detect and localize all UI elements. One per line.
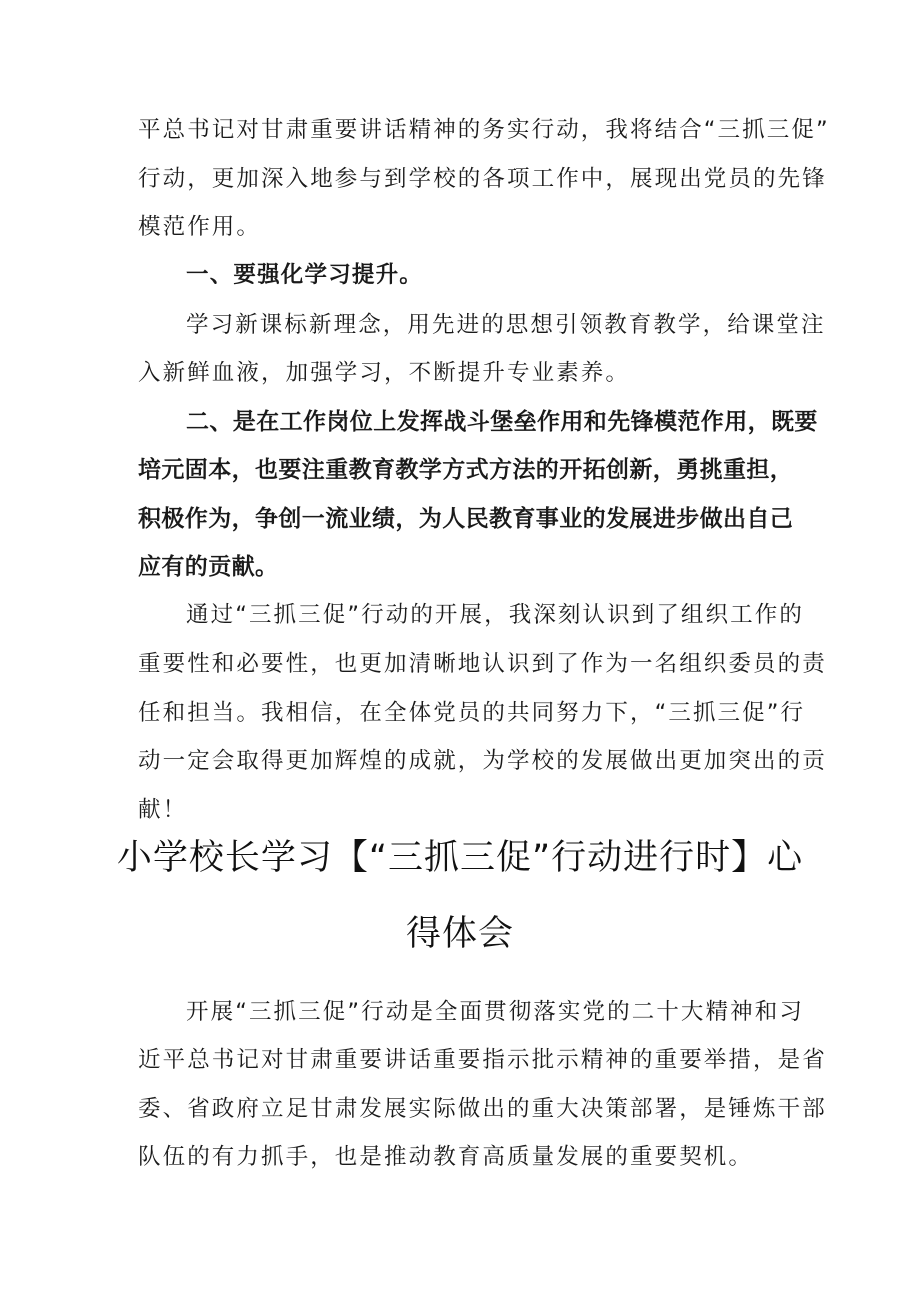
paragraph-line: 动一定会取得更加辉煌的成就，为学校的发展做出更加突出的贡 xyxy=(138,748,827,774)
paragraph-line: 重要性和必要性，也更加清晰地认识到了作为一名组织委员的责 xyxy=(138,651,827,677)
paragraph-line: 献！ xyxy=(138,797,188,823)
paragraph-line: 模范作用。 xyxy=(138,214,262,240)
paragraph-line: 任和担当。我相信，在全体党员的共同努力下，“三抓三促”行 xyxy=(138,700,806,726)
paragraph-line: 委、省政府立足甘肃发展实际做出的重大决策部署，是锤炼干部 xyxy=(138,1096,827,1122)
bold-paragraph-line: 应有的贡献。 xyxy=(138,554,279,580)
paragraph-line: 行动，更加深入地参与到学校的各项工作中，展现出党员的先锋 xyxy=(138,166,827,192)
article-title: 小学校长学习【“三抓三促”行动进行时】心 xyxy=(116,838,804,878)
bold-paragraph-line: 培元固本，也要注重教育教学方式方法的开拓创新，勇挑重担， xyxy=(138,457,794,483)
paragraph-line: 通过“三抓三促”行动的开展，我深刻认识到了组织工作的 xyxy=(186,602,804,628)
bold-paragraph-line: 积极作为，争创一流业绩，为人民教育事业的发展进步做出自己 xyxy=(138,506,794,532)
paragraph-line: 近平总书记对甘肃重要讲话重要指示批示精神的重要举措，是省 xyxy=(138,1047,827,1073)
paragraph-line: 平总书记对甘肃重要讲话精神的务实行动，我将结合“三抓三促” xyxy=(138,117,830,143)
paragraph-line: 队伍的有力抓手，也是推动教育高质量发展的重要契机。 xyxy=(138,1144,754,1170)
section-heading: 一、要强化学习提升。 xyxy=(186,262,424,288)
paragraph-line: 入新鲜血液，加强学习，不断提升专业素养。 xyxy=(138,360,631,386)
bold-paragraph-line: 二、是在工作岗位上发挥战斗堡垒作用和先锋模范作用，既要 xyxy=(186,409,818,435)
article-title: 得体会 xyxy=(405,914,514,954)
paragraph-line: 开展“三抓三促”行动是全面贯彻落实党的二十大精神和习 xyxy=(186,999,804,1025)
paragraph-line: 学习新课标新理念，用先进的思想引领教育教学，给课堂注 xyxy=(186,312,826,338)
